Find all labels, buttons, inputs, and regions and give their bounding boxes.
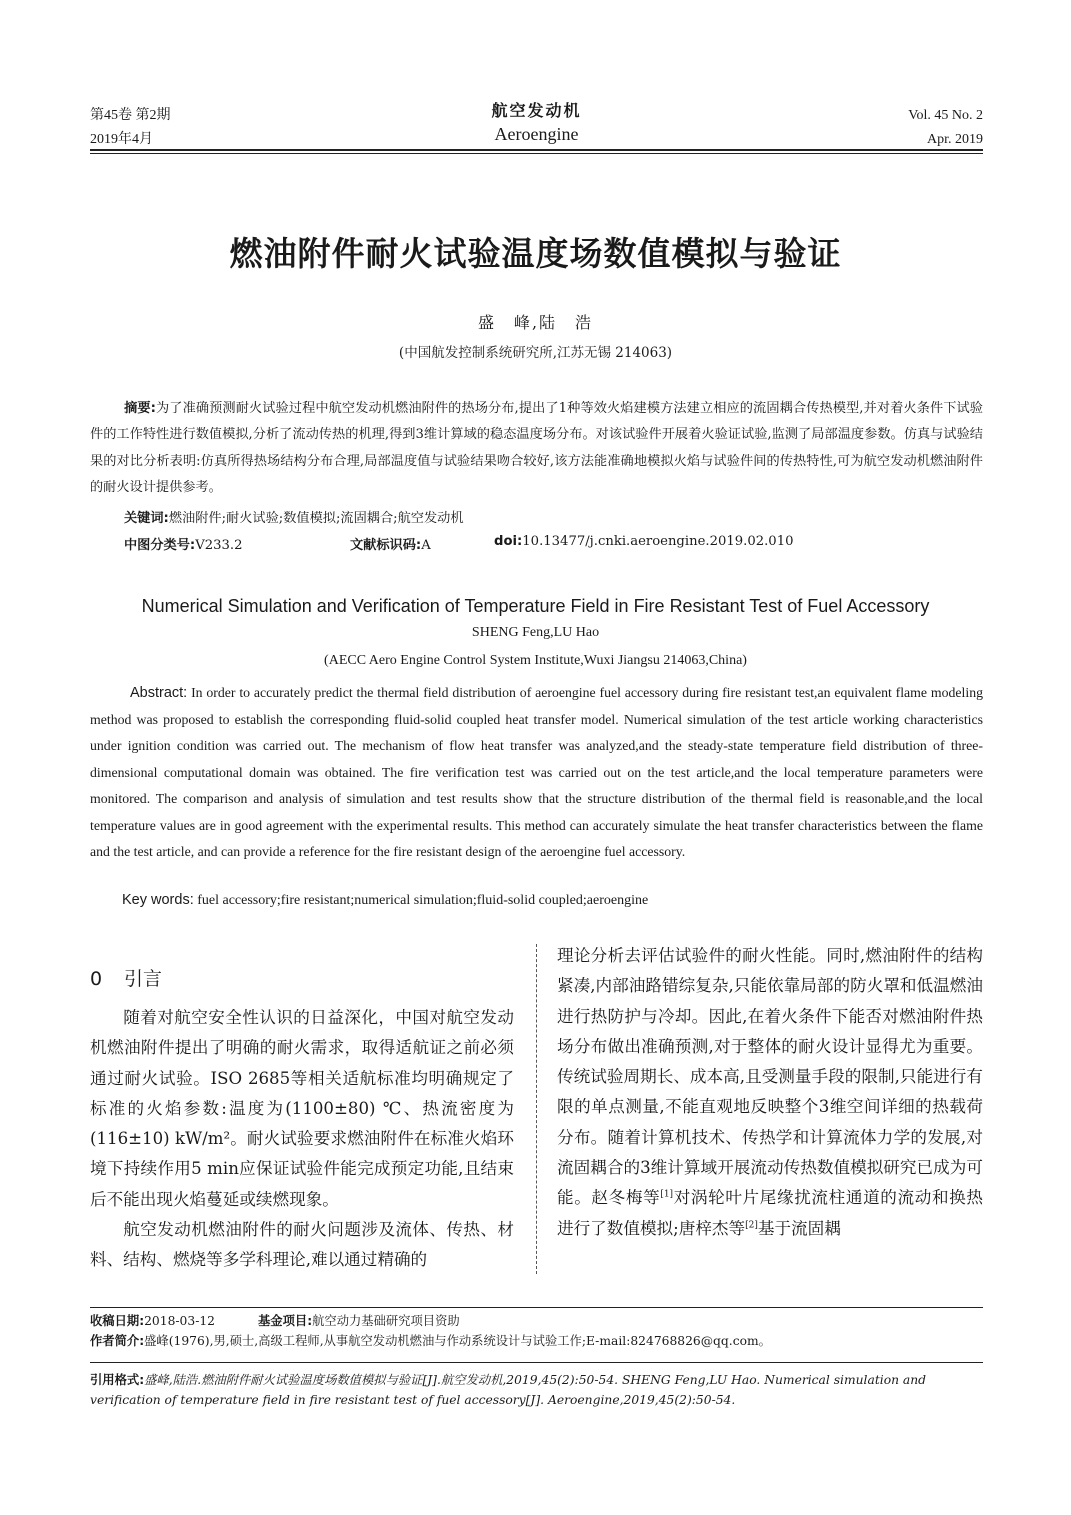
footnote-rule [90, 1362, 983, 1363]
keywords-en-label: Key words: [122, 892, 194, 908]
clc-value: V233.2 [195, 538, 243, 553]
affiliation: (中国航发控制系统研究所,江苏无锡 214063) [398, 345, 673, 361]
author-info-value: 盛峰(1976),男,硕士,高级工程师,从事航空发动机燃油与作动系统设计与试验工作;E-mail:824768826@qq.com。 [144, 1334, 771, 1348]
reference-marker[interactable]: [2] [745, 1220, 758, 1231]
body-text: 基于流固耦 [757, 1218, 841, 1238]
clc-label: 中图分类号: [124, 538, 196, 553]
body-paragraph: 随着对航空安全性认识的日益深化，中国对航空发动机燃油附件提出了明确的耐火需求，取得适航证之前必须通过耐火试验。ISO 2685等相关适航标准均明确规定了标准的火焰参数:温度为(1100±80) ℃、热流密度为(116±10) kW/m²。耐火试验要求燃油附件在标准火焰环境下持续作用5 min应保证试验件能完成预定功能,且结束后不能出现火焰蔓延或续燃现象。 [90, 1008, 514, 1209]
section-heading [90, 964, 162, 991]
abstract-en-text: In order to accurately predict the thermal field distribution of aeroengine fuel accessory during fire resistant test,an equivalent flame modeling method was proposed to establish the corresponding fluid-solid coupled heat transfer model. Numerical simulation of the test article working characteristics under ignition condition was carried out. The mechanism of flow heat transfer was analyzed,and the steady-state temperature field distribution of three-dimensional computational domain was obtained. The fire verification test was carried out on the test article,and the local temperature parameters were monitored. The comparison and analysis of simulation and test results show that the structure distribution of the thermal field is reasonable,and the local temperature values are in good agreement with the experimental results. This method can accurately simulate the heat transfer characteristics between the flame and the test article, and can provide a reference for the fire resistant design of the aeroengine fuel accessory. [90, 685, 983, 859]
body-column-left [90, 1003, 514, 1276]
citation-format [90, 1370, 983, 1410]
journal-name-en: Aeroengine [494, 124, 579, 144]
footnote-author [90, 1331, 983, 1351]
keywords-en-text: fuel accessory;fire resistant;numerical simulation;fluid-solid coupled;aeroengine [197, 893, 649, 908]
keywords-cn [124, 507, 464, 526]
received-value: 2018-03-12 [144, 1314, 216, 1328]
doi-value: 10.13477/j.cnki.aeroengine.2019.02.010 [522, 534, 794, 549]
body-column-right [557, 941, 983, 1244]
body-text: 理论分析去评估试验件的耐火性能。同时,燃油附件的结构紧凑,内部油路错综复杂,只能依靠局部的防火罩和低温燃油进行热防护与冷却。因此,在着火条件下能否对燃油附件热场分布做出准确预测,对于整体的耐火设计显得尤为重要。传统试验周期长、成本高,且受测量手段的限制,只能进行有限的单点测量,不能直观地反映整个3维空间详细的热载荷分布。随着计算机技术、传热学和计算流体力学的发展,对流固耦合的3维计算域开展流动传热数值模拟研究已成为可能。赵冬梅等 [557, 946, 983, 1208]
doc-code-group [350, 534, 431, 553]
abstract-cn-label: 摘要: [124, 401, 156, 416]
abstract-en [90, 680, 983, 866]
doc-code-value: A [421, 538, 431, 553]
author-info-label: 作者简介: [90, 1334, 145, 1348]
footnote-rule [90, 1307, 983, 1308]
received-label: 收稿日期: [90, 1314, 145, 1328]
author-list-en: SHENG Feng,LU Hao [471, 625, 600, 640]
abstract-cn-text: 为了准确预测耐火试验过程中航空发动机燃油附件的热场分布,提出了1种等效火焰建模方法建立相应的流固耦合传热模型,并对着火条件下试验件的工作特性进行数值模拟,分析了流动传热的机理,得到3维计算域的稳态温度场分布。对该试验件开展着火验证试验,监测了局部温度参数。仿真与试验结果的对比分析表明:仿真所得热场结构分布合理,局部温度值与试验结果吻合较好,该方法能准确地模拟火焰与试验件间的传热特性,可为航空发动机燃油附件的耐火设计提供参考。 [90, 401, 983, 495]
body-paragraph-continued [557, 941, 983, 1244]
doc-code-label: 文献标识码: [350, 538, 422, 553]
author-list: 盛 峰,陆 浩 [477, 313, 594, 332]
fund-value: 航空动力基础研究项目资助 [312, 1314, 460, 1328]
reference-marker[interactable]: [1] [660, 1189, 674, 1200]
keywords-en [122, 892, 648, 909]
date-en: Apr. 2019 [927, 132, 983, 147]
keywords-cn-label: 关键词: [124, 511, 169, 526]
body-paragraph: 航空发动机燃油附件的耐火问题涉及流体、传热、材料、结构、燃烧等多学科理论,难以通过精确的 [90, 1220, 514, 1270]
abstract-en-label: Abstract: [130, 685, 188, 701]
issue-info-en [908, 104, 983, 152]
abstract-cn [90, 396, 983, 501]
column-divider [536, 944, 537, 1274]
doi-group [494, 534, 793, 549]
citation-text: 盛峰,陆浩.燃油附件耐火试验温度场数值模拟与验证[J].航空发动机,2019,45(2):50-54. SHENG Feng,LU Hao. Numerical simulation and verification of temperature field in fire resistant test of fuel accessory[J]. Aeroengine,2019,45(2):50-54. [90, 1373, 927, 1407]
paper-title-en: Numerical Simulation and Verification of Temperature Field in Fire Resistant Test of Fuel Accessory [141, 596, 930, 616]
paper-title: 燃油附件耐火试验温度场数值模拟与验证 [229, 234, 842, 273]
date-cn: 2019年4月 [90, 132, 153, 147]
header-rule-thin [90, 153, 983, 154]
header-rule-thick [90, 149, 983, 151]
volume-issue-cn: 第45卷 第2期 [90, 108, 171, 123]
journal-name [90, 100, 983, 146]
section-title: 引言 [124, 968, 163, 990]
fund-info [258, 1311, 460, 1331]
fund-label: 基金项目: [258, 1314, 313, 1328]
body-text: 对涡轮叶片尾缘扰流柱通道的流动和换热进行了数值模拟;唐梓杰等 [557, 1188, 983, 1238]
journal-name-cn: 航空发动机 [491, 101, 582, 120]
affiliation-en: (AECC Aero Engine Control System Institute,Wuxi Jiangsu 214063,China) [324, 653, 747, 668]
volume-issue-en: Vol. 45 No. 2 [908, 108, 983, 123]
section-number: 0 [90, 968, 103, 990]
citation-label: 引用格式: [90, 1373, 145, 1387]
footnote-received [90, 1311, 983, 1331]
doi-label: doi: [494, 534, 523, 549]
classification-row [124, 534, 983, 556]
running-header [90, 100, 983, 152]
clc-group [124, 534, 243, 553]
keywords-cn-text: 燃油附件;耐火试验;数值模拟;流固耦合;航空发动机 [168, 511, 464, 526]
